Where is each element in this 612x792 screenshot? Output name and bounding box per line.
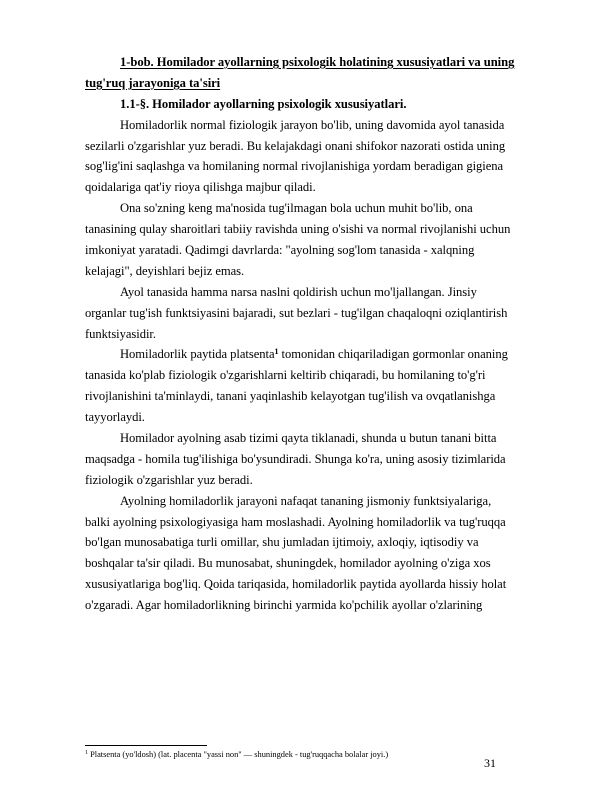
footnote-text: Platsenta (yo'ldosh) (lat. placenta "yassi non" — shuningdek - tug'ruqqacha bolalar joyi.) <box>88 750 389 759</box>
paragraph-line: tayyorlaydi. <box>85 410 145 425</box>
paragraph-line: organlar tug'ish funktsiyasini bajaradi, sut bezlari - tug'ilgan chaqaloqni oziqlantirish <box>85 305 508 320</box>
paragraph-line: sog'lig'ini saqlashga va homilaning normal rivojlanishiga yordam beradigan gigiena <box>85 159 504 174</box>
paragraph-line: sezilarli o'zgarishlar yuz beradi. Bu kelajakdagi onani shifokor nazorati ostida uning <box>85 138 506 153</box>
paragraph-2 <box>85 198 567 282</box>
paragraph-line: qoidalariga qat'iy rioya qilishga majbur qiladi. <box>85 180 316 195</box>
footnote-reference[interactable]: 1 <box>274 347 279 357</box>
footnote-divider <box>85 745 207 746</box>
chapter-heading-line-2: tug'ruq jarayoniga ta'siri <box>85 75 221 90</box>
paragraph-line: Homiladorlik normal fiziologik jarayon bo'lib, uning davomida ayol tanasida <box>120 117 505 132</box>
paragraph-line: fiziologik o'zgarishlar yuz beradi. <box>85 472 253 487</box>
paragraph-line: bo'lgan munosabatiga turli omillar, shu jumladan ijtimoiy, axloqiy, iqtisodiy va <box>85 535 479 550</box>
paragraph-line: Ayolning homiladorlik jarayoni nafaqat tananing jismoniy funktsiyalariga, <box>120 493 492 508</box>
paragraph-line: funktsiyasidir. <box>85 326 156 341</box>
footnote-marker: 1 <box>85 750 88 756</box>
paragraph-6 <box>85 491 567 616</box>
paragraph-3 <box>85 282 567 345</box>
paragraph-5 <box>85 428 567 491</box>
text-after-footnote: tomonidan chiqariladigan gormonlar onaning <box>278 347 508 362</box>
paragraph-line: balki ayolning psixologiyasiga ham moslashadi. Ayolning homiladorlik va tug'ruqqa <box>85 514 506 529</box>
text-before-footnote: Homiladorlik paytida platsenta <box>120 347 275 362</box>
paragraph-line: xususiyatlariga bog'liq. Qoida tariqasida, homiladorlik paytida ayollarda hissiy holat <box>85 577 507 592</box>
page-number: 31 <box>484 756 496 770</box>
paragraph-line: boshqalar ta'sir qiladi. Bu munosabat, shuningdek, homilador ayolning o'ziga xos <box>85 556 491 571</box>
paragraph-line: Ayol tanasida hamma narsa naslni qoldirish uchun mo'ljallangan. Jinsiy <box>120 284 477 299</box>
paragraph-line: Ona so'zning keng ma'nosida tug'ilmagan bola uchun muhit bo'lib, ona <box>120 201 473 216</box>
paragraph-line: o'zgaradi. Agar homiladorlikning birinchi yarmida ko'pchilik ayollar o'zlarining <box>85 598 483 613</box>
paragraph-4 <box>85 344 567 428</box>
paragraph-line: kelajagi", deyishlari bejiz emas. <box>85 263 245 278</box>
chapter-heading-line-1: 1-bob. Homilador ayollarning psixologik holatining xususiyatlari va uning <box>120 55 515 69</box>
footnote <box>85 749 388 760</box>
paragraph-line: tanasida ko'plab fiziologik o'zgarishlarni keltirib chiqaradi, bu homilaning to'g'ri <box>85 368 486 383</box>
paragraph-line: tanasining qulay sharoitlari tabiiy ravishda uning o'sishi va normal rivojlanishi uchun <box>85 222 511 237</box>
paragraph-line: rivojlanishini ta'minlaydi, tanani yaqinlashib kelayotgan tug'ilish va ovqatlanishga <box>85 389 496 404</box>
paragraph-line: maqsadga - homila tug'ilishiga bo'ysundiradi. Shunga ko'ra, uning asosiy tizimlarida <box>85 451 506 466</box>
paragraph-line-with-footnote <box>85 344 567 365</box>
paragraph-1 <box>85 115 567 199</box>
paragraph-line: imkoniyat yaratadi. Qadimgi davrlarda: "ayolning sog'lom tanasida - xalqning <box>85 243 475 258</box>
paragraph-line: Homilador ayolning asab tizimi qayta tiklanadi, shunda u butun tanani bitta <box>120 431 497 446</box>
page-content <box>85 52 567 616</box>
section-heading: 1.1-§. Homilador ayollarning psixologik xususiyatlari. <box>120 96 407 111</box>
